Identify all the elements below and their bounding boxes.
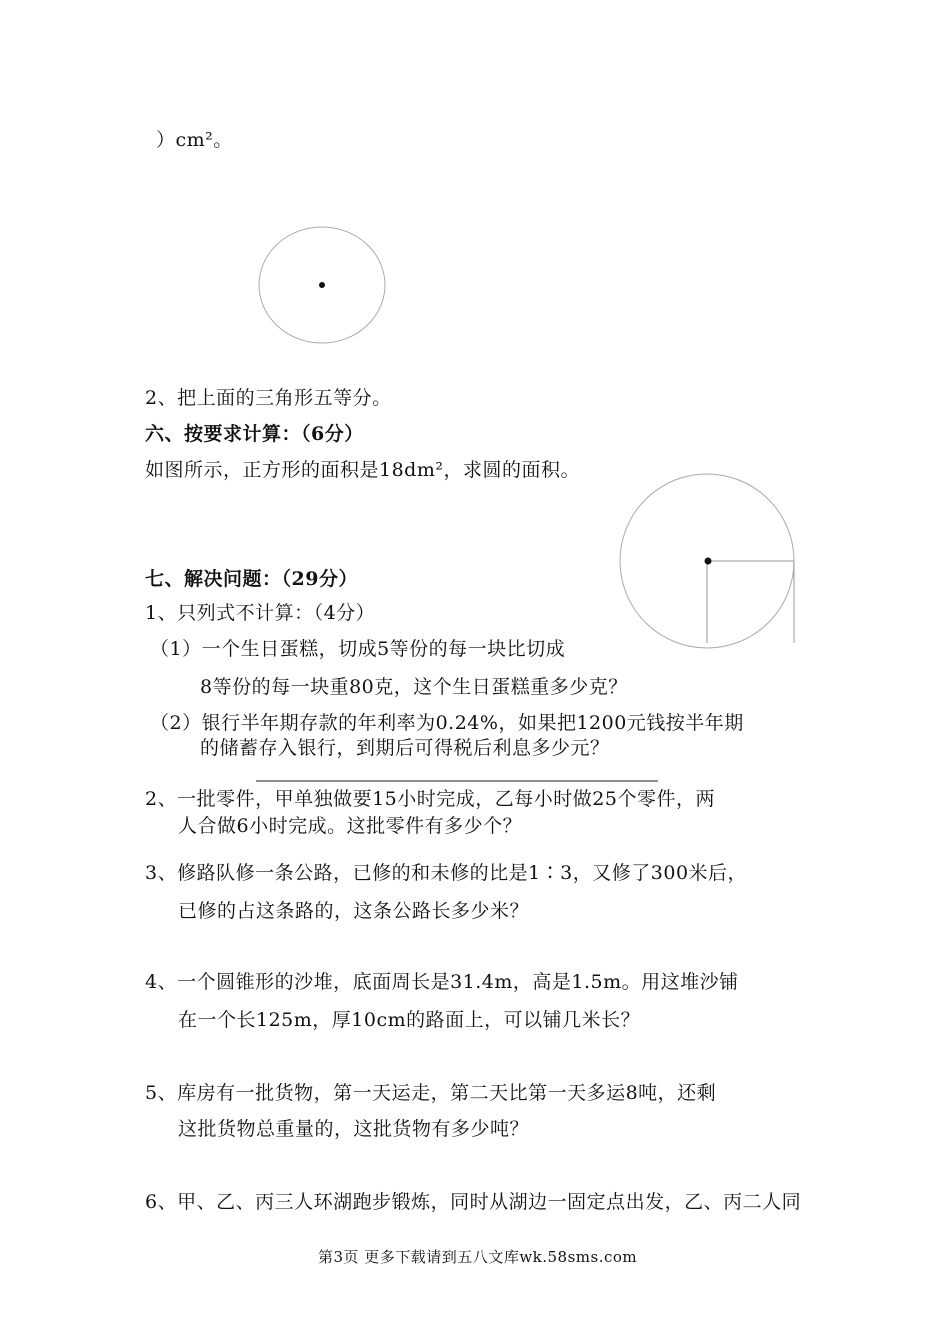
top-line: ）cm²。 (156, 129, 233, 151)
problem-2-line-2: 的储蓄存入银行，到期后可得税后利息多少元？ (200, 737, 610, 759)
question-5-line-1: 5、库房有一批货物，第一天运走，第二天比第一天多运8吨，还剩 (145, 1082, 717, 1104)
circle-center-dot-2 (705, 558, 712, 565)
problem-1-line-1: （1）一个生日蛋糕，切成5等份的每一块比切成 (150, 638, 566, 660)
problem-1-line-2: 8等份的每一块重80克，这个生日蛋糕重多少克？ (200, 676, 628, 698)
circle-square-figure (620, 474, 794, 648)
question-6-line-1: 6、甲、乙、丙三人环湖跑步锻炼，同时从湖边一固定点出发，乙、丙二人同 (145, 1191, 802, 1213)
question-2-line-2: 人合做6小时完成。这批零件有多少个？ (178, 815, 523, 837)
question-3-line-2: 已修的占这条路的，这条公路长多少米？ (178, 900, 530, 922)
section-6-problem: 如图所示，正方形的面积是18dm²，求圆的面积。 (145, 459, 580, 481)
section-6-heading: 六、按要求计算：（6分） (145, 423, 364, 445)
sub-question-1: 1、只列式不计算：（4分） (145, 602, 376, 624)
question-4-line-1: 4、一个圆锥形的沙堆，底面周长是31.4m，高是1.5m。用这堆沙铺 (145, 971, 739, 993)
question-5-line-2: 这批货物总重量的，这批货物有多少吨？ (178, 1118, 530, 1140)
problem-2-line-1: （2）银行半年期存款的年利率为0.24%，如果把1200元钱按半年期 (150, 712, 744, 734)
question-2-line-1: 2、一批零件，甲单独做要15小时完成，乙每小时做25个零件，两 (145, 788, 715, 810)
circle-center-dot (319, 282, 325, 288)
circle-figure-1 (259, 227, 385, 343)
question-4-line-2: 在一个长125m，厚10cm的路面上，可以铺几米长？ (178, 1009, 641, 1031)
section-7-heading: 七、解决问题：（29分） (145, 568, 358, 590)
page-footer: 第3页 更多下载请到五八文库wk.58sms.com (318, 1248, 638, 1266)
question-5-2: 2、把上面的三角形五等分。 (145, 387, 392, 409)
question-3-line-1: 3、修路队修一条公路，已修的和未修的比是1∶3，又修了300米后， (145, 862, 748, 884)
